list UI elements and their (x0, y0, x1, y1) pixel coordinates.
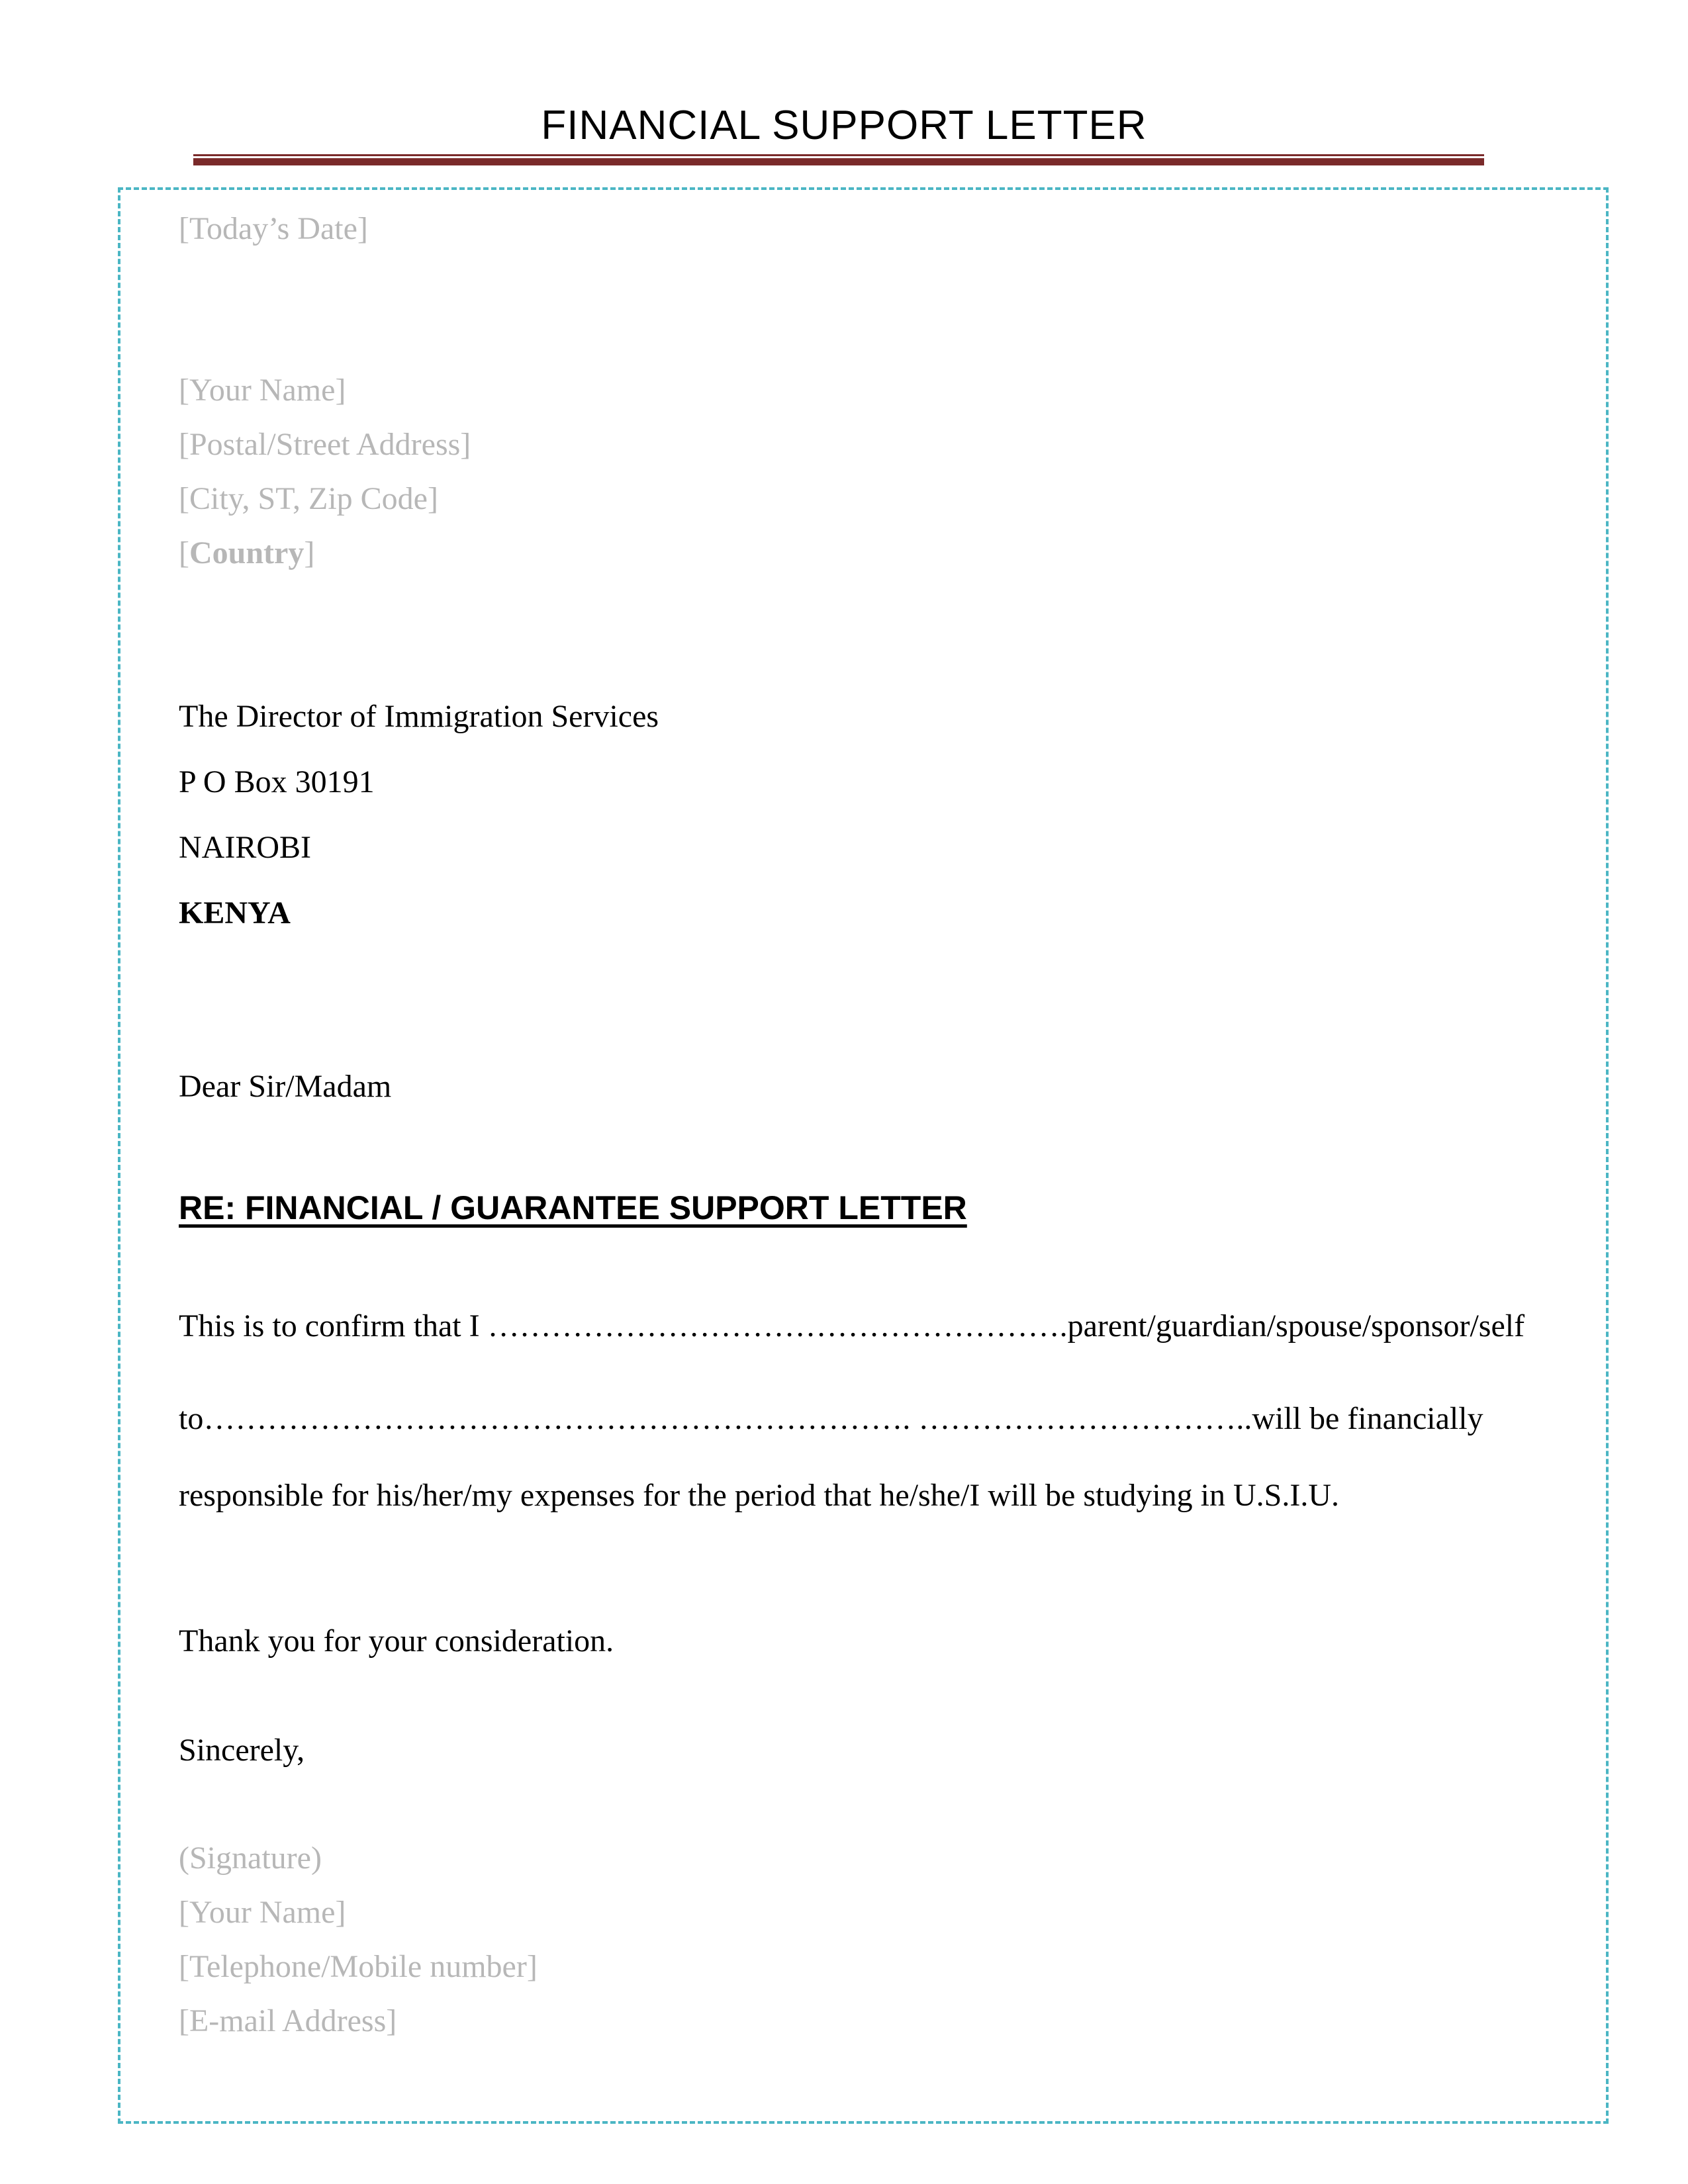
sender-address-placeholder[interactable]: [Postal/Street Address] (179, 427, 471, 462)
signer-name-placeholder[interactable]: [Your Name] (179, 1895, 346, 1930)
letter-frame (118, 187, 1609, 2124)
sender-city-placeholder[interactable]: [City, ST, Zip Code] (179, 481, 438, 516)
body-line-1-end: parent/guardian/spouse/sponsor/self (1067, 1308, 1525, 1343)
body-line-1-start: This is to confirm that I (179, 1308, 480, 1343)
title-divider-thin (193, 154, 1484, 156)
recipient-line-2: P O Box 30191 (179, 764, 375, 799)
body-line-2-end: will be financially (1252, 1401, 1483, 1436)
country-bracket-close: ] (304, 535, 315, 570)
subject-line: RE: FINANCIAL / GUARANTEE SUPPORT LETTER (179, 1189, 967, 1226)
recipient-line-1: The Director of Immigration Services (179, 699, 659, 734)
thanks-line: Thank you for your consideration. (179, 1623, 614, 1659)
body-line-2-start: to (179, 1401, 204, 1436)
recipient-line-4: KENYA (179, 895, 291, 931)
country-word: Country (189, 535, 305, 570)
signature-placeholder[interactable]: (Signature) (179, 1841, 322, 1876)
salutation: Dear Sir/Madam (179, 1069, 392, 1104)
letter-title: FINANCIAL SUPPORT LETTER (541, 103, 1147, 148)
body-line-3: responsible for his/her/my expenses for the period that he/she/I will be studying in U.S.I.U. (179, 1478, 1340, 1513)
country-bracket-open: [ (179, 535, 189, 570)
name-blank-2[interactable]: …………………………………………………………. ………………………….. (203, 1401, 1252, 1436)
email-placeholder[interactable]: [E-mail Address] (179, 2003, 397, 2038)
sender-country-placeholder[interactable] (179, 533, 314, 573)
title-divider (193, 154, 1484, 166)
name-blank-1[interactable]: ………………………………………………. (487, 1308, 1068, 1343)
date-placeholder[interactable]: [Today’s Date] (179, 211, 368, 246)
body-line-2 (179, 1399, 1589, 1439)
sender-name-placeholder[interactable]: [Your Name] (179, 373, 346, 408)
recipient-line-3: NAIROBI (179, 830, 311, 865)
phone-placeholder[interactable]: [Telephone/Mobile number] (179, 1949, 538, 1984)
body-line-1 (179, 1306, 1589, 1346)
sincerely-line: Sincerely, (179, 1733, 305, 1768)
title-divider-thick (193, 158, 1484, 165)
